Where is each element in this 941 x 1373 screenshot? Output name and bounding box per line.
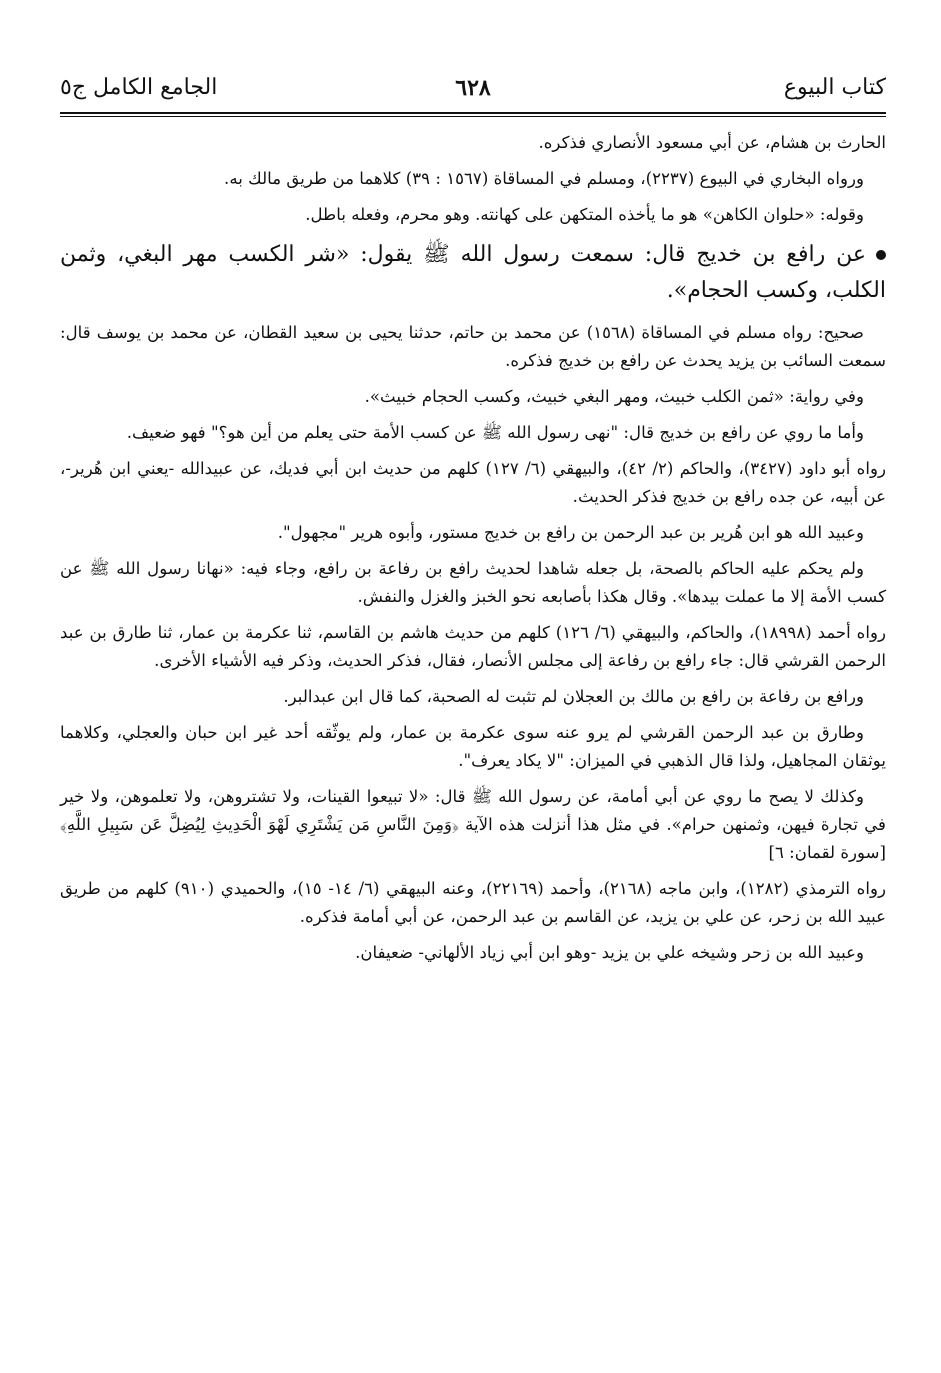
paragraph: وأما ما روي عن رافع بن خديج قال: "نهى رسول الله ﷺ عن كسب الأمة حتى يعلم من أين هو؟" فهو ضعيف.: [126, 423, 864, 442]
paragraph: رواه أبو داود (٣٤٢٧)، والحاكم (٢/ ٤٢)، والبيهقي (٦/ ١٢٧) كلهم من حديث ابن أبي فديك، عن عبيدالله -يعني ابن هُرير-، عن أبيه، عن جده رافع بن خديج فذكر الحديث.: [60, 459, 886, 506]
paragraph: وطارق بن عبد الرحمن القرشي لم يرو عنه سوى عكرمة بن عمار، ولم يوثّقه أحد غير ابن حبان والعجلي، وكلاهما يوثقان المجاهيل، ولذا قال الذهبي في الميزان: "لا يكاد يعرف".: [60, 723, 886, 770]
hadith-matn: عن رافع بن خديج قال: سمعت رسول الله ﷺ يقول: «شر الكسب مهر البغي، وثمن الكلب، وكسب الحجام».: [60, 242, 886, 303]
page-body: [60, 129, 886, 967]
paragraph: ولم يحكم عليه الحاكم بالصحة، بل جعله شاهدا لحديث رافع بن رفاعة بن رافع، وجاء فيه: «نهانا رسول الله ﷺ عن كسب الأمة إلا ما عملت بيدها». وقال هكذا بأصابعه نحو الخبز والغزل والنفش.: [60, 559, 886, 606]
book-title: الجامع الكامل ج٥: [60, 75, 218, 100]
paragraph: رواه الترمذي (١٢٨٢)، وابن ماجه (٢١٦٨)، وأحمد (٢٢١٦٩)، وعنه البيهقي (٦/ ١٤- ١٥)، والحميدي (٩١٠) كلهم من طريق عبيد الله بن زحر، عن علي بن يزيد، عن القاسم بن عبد الرحمن، عن أبي أمامة فذكره.: [60, 879, 887, 926]
page-header: [60, 66, 886, 110]
bullet-icon: [876, 250, 886, 260]
paragraph: رواه أحمد (١٨٩٩٨)، والحاكم، والبيهقي (٦/ ١٢٦) كلهم من حديث هاشم بن القاسم، ثنا عكرمة بن عمار، ثنا طارق بن عبد الرحمن القرشي قال: جاء رافع بن رفاعة إلى مجلس الأنصار، فقال، فذكر الحديث، وذكر فيه الأشياء الأخرى.: [60, 623, 887, 670]
paragraph: صحيح: رواه مسلم في المساقاة (١٥٦٨) عن محمد بن حاتم، حدثنا يحيى بن سعيد القطان، عن محمد بن يوسف قال: سمعت السائب بن يزيد يحدث عن رافع بن خديج فذكره.: [60, 323, 886, 370]
chapter-title: كتاب البيوع: [783, 75, 886, 100]
paragraph: ورواه البخاري في البيوع (٢٢٣٧)، ومسلم في المساقاة (١٥٦٧ : ٣٩) كلاهما من طريق مالك به.: [224, 169, 864, 188]
paragraph: وعبيد الله بن زحر وشيخه علي بن يزيد -وهو ابن أبي زياد الألهاني- ضعيفان.: [355, 943, 864, 962]
paragraph: الحارث بن هشام، عن أبي مسعود الأنصاري فذكره.: [538, 133, 886, 152]
hadith-text: [60, 237, 886, 309]
book-page: [60, 66, 886, 1356]
paragraph: وعبيد الله هو ابن هُرير بن عبد الرحمن بن رافع بن خديج مستور، وأبوه هرير "مجهول".: [277, 523, 864, 542]
paragraph: ورافع بن رفاعة بن رافع بن مالك بن العجلان لم تثبت له الصحبة، كما قال ابن عبدالبر.: [283, 687, 864, 706]
paragraph: وفي رواية: «ثمن الكلب خبيث، ومهر البغي خبيث، وكسب الحجام خبيث».: [364, 387, 864, 406]
page-number: ٦٢٨: [455, 75, 491, 101]
header-rule: [60, 112, 886, 117]
paragraph: وقوله: «حلوان الكاهن» هو ما يأخذه المتكهن على كهانته. وهو محرم، وفعله باطل.: [305, 205, 864, 224]
paragraph: وكذلك لا يصح ما روي عن أبي أمامة، عن رسول الله ﷺ قال: «لا تبيعوا القينات، ولا تشتروهن، ولا تعلموهن، ولا خير في تجارة فيهن، وثمنهن حرام». في مثل هذا أنزلت هذه الآية ﴿وَمِنَ النَّاسِ مَن يَشْتَرِي لَهْوَ الْحَدِيثِ لِيُضِلَّ عَن سَبِيلِ اللَّهِ﴾ [سورة لقمان: ٦]: [60, 787, 886, 862]
